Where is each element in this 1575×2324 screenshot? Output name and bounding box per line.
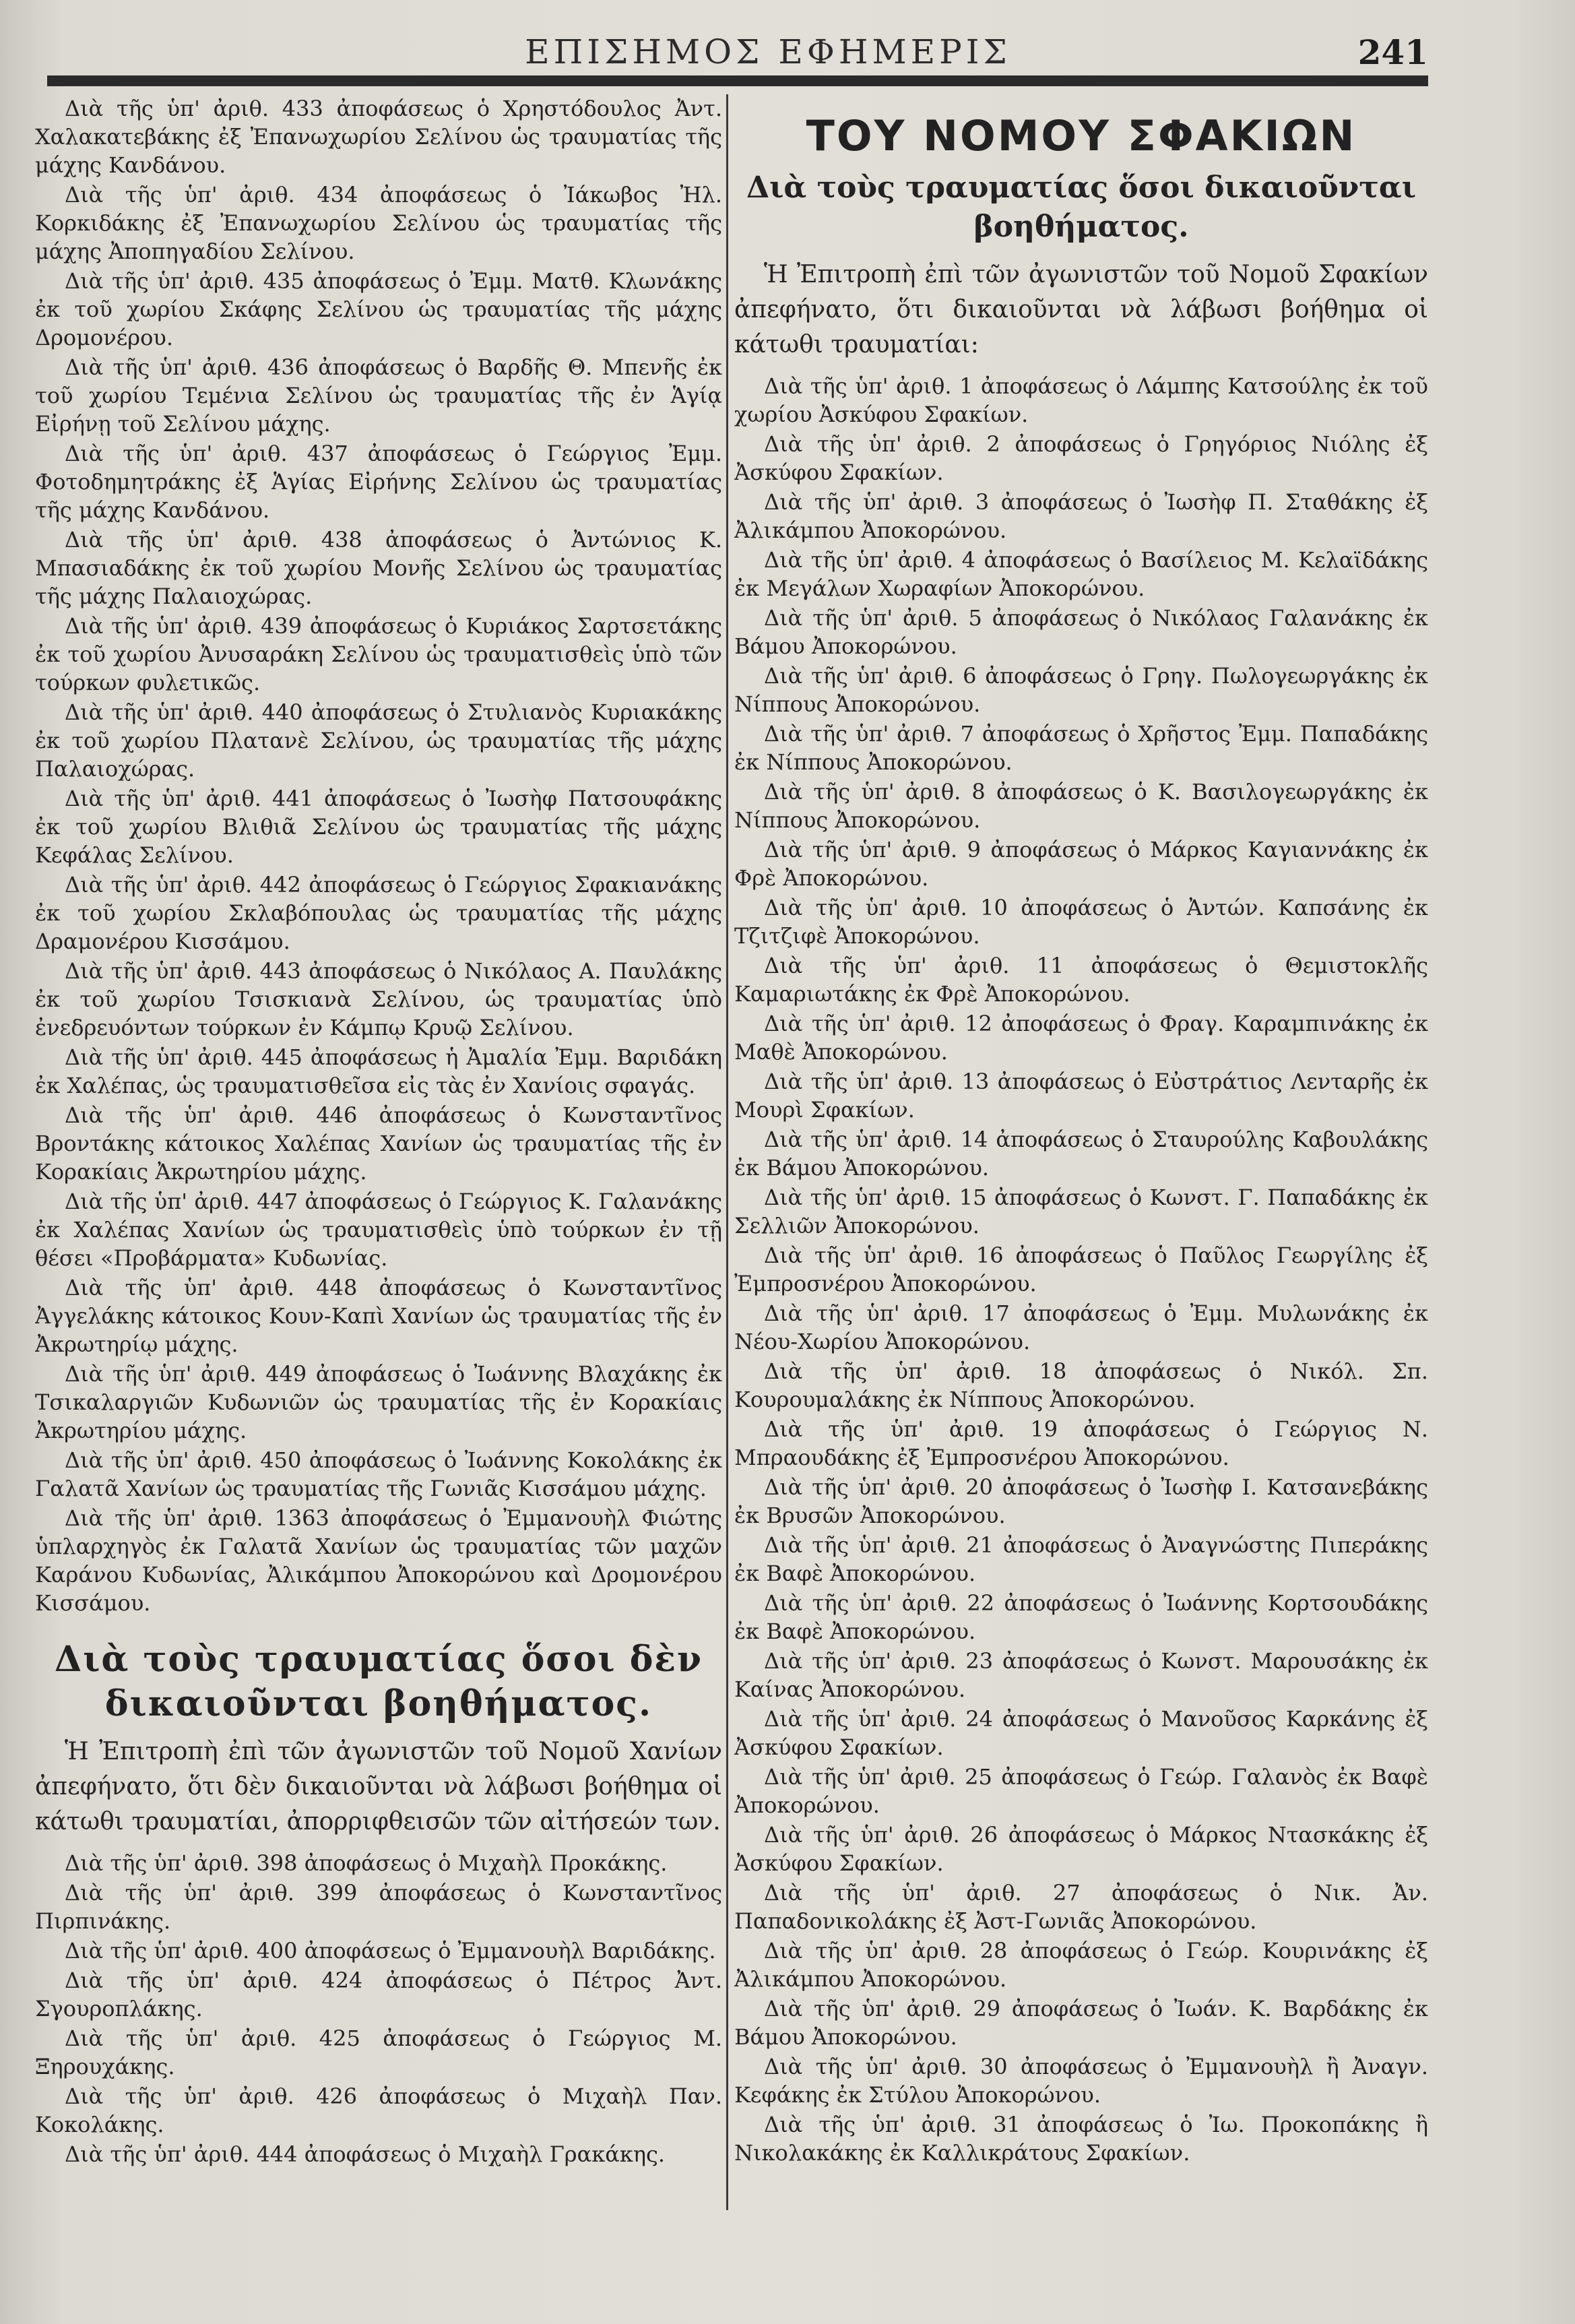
page-number: 241 [1357,32,1428,72]
decision-entry: Διὰ τῆς ὑπ' ἀριθ. 447 ἀποφάσεως ὁ Γεώργιος Κ. Γαλανάκης ἐκ Χαλέπας Χανίων ὡς τραυματισθεὶς ὑπὸ τούρκων ἐν τῇ θέσει «Προβάρματα» Κυδωνίας. [35,1189,722,1271]
decision-entry: Διὰ τῆς ὑπ' ἀριθ. 27 ἀποφάσεως ὁ Νικ. Ἀν. Παπαδονικολάκης ἐξ Ἀστ-Γωνιᾶς Ἀποκορώνου. [734,1880,1428,1934]
decision-entry: Διὰ τῆς ὑπ' ἀριθ. 9 ἀποφάσεως ὁ Μάρκος Καγιαννάκης ἐκ Φρὲ Ἀποκορώνου. [734,837,1428,891]
decision-entry: Διὰ τῆς ὑπ' ἀριθ. 4 ἀποφάσεως ὁ Βασίλειος Μ. Κελαϊδάκης ἐκ Μεγάλων Χωραφίων Ἀποκορώνου. [734,547,1428,601]
denied-decision-entry: Διὰ τῆς ὑπ' ἀριθ. 424 ἀποφάσεως ὁ Πέτρος Ἀντ. Σγουροπλάκης. [35,1968,722,2021]
decision-entry: Διὰ τῆς ὑπ' ἀριθ. 11 ἀποφάσεως ὁ Θεμιστοκλῆς Καμαριωτάκης ἐκ Φρὲ Ἀποκορώνου. [734,953,1428,1007]
granted-section-intro: Ἡ Ἐπιτροπὴ ἐπὶ τῶν ἀγωνιστῶν τοῦ Νομοῦ Σφακίων ἀπεφήνατο, ὅτι δικαιοῦνται νὰ λάβωσι βοήθημα οἱ κάτωθι τραυματίαι: [734,261,1428,358]
decision-entry: Διὰ τῆς ὑπ' ἀριθ. 21 ἀποφάσεως ὁ Ἀναγνώστης Πιπεράκης ἐκ Βαφὲ Ἀποκορώνου. [734,1532,1428,1586]
denied-decision-entry: Διὰ τῆς ὑπ' ἀριθ. 398 ἀποφάσεως ὁ Μιχαὴλ Προκάκης. [65,1850,668,1876]
decision-entry: Διὰ τῆς ὑπ' ἀριθ. 1363 ἀποφάσεως ὁ Ἐμμανουὴλ Φιώτης ὑπλαρχηγὸς ἐκ Γαλατᾶ Χανίων ὡς τραυματίας τῶν μαχῶν Καράνου Κυδωνίας, Ἀλικάμπου Ἀποκορώνου καὶ Δρομονέρου Κισσάμου. [35,1505,722,1616]
decision-entry: Διὰ τῆς ὑπ' ἀριθ. 25 ἀποφάσεως ὁ Γεώρ. Γαλανὸς ἐκ Βαφὲ Ἀποκορώνου. [734,1764,1428,1818]
denied-decision-entry: Διὰ τῆς ὑπ' ἀριθ. 444 ἀποφάσεως ὁ Μιχαὴλ Γρακάκης. [65,2141,666,2167]
decision-entry: Διὰ τῆς ὑπ' ἀριθ. 440 ἀποφάσεως ὁ Στυλιανὸς Κυριακάκης ἐκ τοῦ χωρίου Πλατανὲ Σελίνου, ὡς τραυματίας τῆς μάχης Παλαιοχώρας. [35,699,722,782]
decision-entry: Διὰ τῆς ὑπ' ἀριθ. 433 ἀποφάσεως ὁ Χρηστόδουλος Ἀντ. Χαλακατεβάκης ἐξ Ἐπανωχωρίου Σελίνου ὡς τραυματίας τῆς μάχης Κανδάνου. [35,96,722,178]
decision-entry: Διὰ τῆς ὑπ' ἀριθ. 30 ἀποφάσεως ὁ Ἐμμανουὴλ ἢ Ἀναγν. Κεφάκης ἐκ Στύλου Ἀποκορώνου. [734,2054,1428,2108]
column-divider [726,94,728,2210]
left-column [35,94,722,2251]
decision-entry: Διὰ τῆς ὑπ' ἀριθ. 8 ἀποφάσεως ὁ Κ. Βασιλογεωργάκης ἐκ Νίππους Ἀποκορώνου. [734,779,1428,833]
header-rule [47,75,1428,86]
decision-entry: Διὰ τῆς ὑπ' ἀριθ. 441 ἀποφάσεως ὁ Ἰωσὴφ Πατσουφάκης ἐκ τοῦ χωρίου Βλιθιᾶ Σελίνου ὡς τραυματίας τῆς μάχης Κεφάλας Σελίνου. [35,786,722,868]
decision-entry: Διὰ τῆς ὑπ' ἀριθ. 29 ἀποφάσεως ὁ Ἰωάν. Κ. Βαρδάκης ἐκ Βάμου Ἀποκορώνου. [734,1996,1428,2050]
granted-section-title: Διὰ τοὺς τραυματίας ὅσοι δικαιοῦνται βοηθήματος. [746,170,1417,244]
denied-entries-list [35,1849,722,2168]
decision-entry: Διὰ τῆς ὑπ' ἀριθ. 20 ἀποφάσεως ὁ Ἰωσὴφ Ι. Κατσανεβάκης ἐκ Βρυσῶν Ἀποκορώνου. [734,1474,1428,1528]
decision-entry: Διὰ τῆς ὑπ' ἀριθ. 13 ἀποφάσεως ὁ Εὐστράτιος Λενταρῆς ἐκ Μουρὶ Σφακίων. [734,1069,1428,1123]
decision-entry: Διὰ τῆς ὑπ' ἀριθ. 15 ἀποφάσεως ὁ Κωνστ. Γ. Παπαδάκης ἐκ Σελλιῶν Ἀποκορώνου. [734,1185,1428,1238]
left-entries-list [35,94,722,1617]
decision-entry: Διὰ τῆς ὑπ' ἀριθ. 10 ἀποφάσεως ὁ Ἀντών. Καπσάνης ἐκ Τζιτζιφὲ Ἀποκορώνου. [734,895,1428,949]
decision-entry: Διὰ τῆς ὑπ' ἀριθ. 31 ἀποφάσεως ὁ Ἰω. Προκοπάκης ἢ Νικολακάκης ἐκ Καλλικράτους Σφακίων. [734,2112,1428,2166]
decision-entry: Διὰ τῆς ὑπ' ἀριθ. 446 ἀποφάσεως ὁ Κωνσταντῖνος Βροντάκης κάτοικος Χαλέπας Χανίων ὡς τραυματίας τῆς ἐν Κορακίαις Ἀκρωτηρίου μάχης. [35,1102,722,1185]
decision-entry: Διὰ τῆς ὑπ' ἀριθ. 434 ἀποφάσεως ὁ Ἰάκωβος Ἠλ. Κορκιδάκης ἐξ Ἐπανωχωρίου Σελίνου ὡς τραυματίας τῆς μάχης Ἀποπηγαδίου Σελίνου. [35,182,722,264]
denied-section-title: Διὰ τοὺς τραυματίας ὅσοι δὲν δικαιοῦνται βοηθήματος. [54,1639,703,1724]
decision-entry: Διὰ τῆς ὑπ' ἀριθ. 24 ἀποφάσεως ὁ Μανοῦσος Καρκάνης ἐξ Ἀσκύφου Σφακίων. [734,1706,1428,1760]
decision-entry: Διὰ τῆς ὑπ' ἀριθ. 6 ἀποφάσεως ὁ Γρηγ. Πωλογεωργάκης ἐκ Νίππους Ἀποκορώνου. [734,663,1428,717]
decision-entry: Διὰ τῆς ὑπ' ἀριθ. 436 ἀποφάσεως ὁ Βαρδῆς Θ. Μπενῆς ἐκ τοῦ χωρίου Τεμένια Σελίνου ὡς τραυματίας τῆς ἐν Ἁγίᾳ Εἰρήνῃ τοῦ Σελίνου μάχης. [35,354,722,437]
decision-entry: Διὰ τῆς ὑπ' ἀριθ. 26 ἀποφάσεως ὁ Μάρκος Ντασκάκης ἐξ Ἀσκύφου Σφακίων. [734,1822,1428,1876]
decision-entry: Διὰ τῆς ὑπ' ἀριθ. 14 ἀποφάσεως ὁ Σταυρούλης Καβουλάκης ἐκ Βάμου Ἀποκορώνου. [734,1127,1428,1181]
decision-entry: Διὰ τῆς ὑπ' ἀριθ. 28 ἀποφάσεως ὁ Γεώρ. Κουρινάκης ἐξ Ἀλικάμπου Ἀποκορώνου. [734,1938,1428,1992]
decision-entry: Διὰ τῆς ὑπ' ἀριθ. 445 ἀποφάσεως ἡ Ἀμαλία Ἐμμ. Βαριδάκη ἐκ Χαλέπας, ὡς τραυματισθεῖσα εἰς τὰς ἐν Χανίοις σφαγάς. [35,1044,722,1098]
denied-decision-entry: Διὰ τῆς ὑπ' ἀριθ. 425 ἀποφάσεως ὁ Γεώργιος Μ. Ξηρουχάκης. [35,2025,722,2079]
decision-entry: Διὰ τῆς ὑπ' ἀριθ. 449 ἀποφάσεως ὁ Ἰωάννης Βλαχάκης ἐκ Τσικαλαργιῶν Κυδωνιῶν ὡς τραυματίας τῆς ἐν Κορακίαις Ἀκρωτηρίου μάχης. [35,1361,722,1443]
decision-entry: Διὰ τῆς ὑπ' ἀριθ. 435 ἀποφάσεως ὁ Ἐμμ. Ματθ. Κλωνάκης ἐκ τοῦ χωρίου Σκάφης Σελίνου ὡς τραυματίας τῆς μάχης Δρομονέρου. [35,268,722,350]
decision-entry: Διὰ τῆς ὑπ' ἀριθ. 23 ἀποφάσεως ὁ Κωνστ. Μαρουσάκης ἐκ Καίνας Ἀποκορώνου. [734,1648,1428,1702]
decision-entry: Διὰ τῆς ὑπ' ἀριθ. 2 ἀποφάσεως ὁ Γρηγόριος Νιόλης ἐξ Ἀσκύφου Σφακίων. [734,431,1428,485]
denied-decision-entry: Διὰ τῆς ὑπ' ἀριθ. 399 ἀποφάσεως ὁ Κωνσταντῖνος Πιρπινάκης. [35,1880,722,1934]
decision-entry: Διὰ τῆς ὑπ' ἀριθ. 19 ἀποφάσεως ὁ Γεώργιος Ν. Μπραουδάκης ἐξ Ἐμπροσνέρου Ἀποκορώνου. [734,1416,1428,1470]
decision-entry: Διὰ τῆς ὑπ' ἀριθ. 12 ἀποφάσεως ὁ Φραγ. Καραμπινάκης ἐκ Μαθὲ Ἀποκορώνου. [734,1011,1428,1065]
decision-entry: Διὰ τῆς ὑπ' ἀριθ. 448 ἀποφάσεως ὁ Κωνσταντῖνος Ἀγγελάκης κάτοικος Κουν-Καπὶ Χανίων ὡς τραυματίας τῆς ἐν Ἀκρωτηρίῳ μάχης. [35,1275,722,1357]
decision-entry: Διὰ τῆς ὑπ' ἀριθ. 17 ἀποφάσεως ὁ Ἐμμ. Μυλωνάκης ἐκ Νέου-Χωρίου Ἀποκορώνου. [734,1300,1428,1354]
decision-entry: Διὰ τῆς ὑπ' ἀριθ. 5 ἀποφάσεως ὁ Νικόλαος Γαλανάκης ἐκ Βάμου Ἀποκορώνου. [734,605,1428,659]
decision-entry: Διὰ τῆς ὑπ' ἀριθ. 3 ἀποφάσεως ὁ Ἰωσὴφ Π. Σταθάκης ἐξ Ἀλικάμπου Ἀποκορώνου. [734,489,1428,543]
right-column [734,94,1428,2251]
decision-entry: Διὰ τῆς ὑπ' ἀριθ. 450 ἀποφάσεως ὁ Ἰωάννης Κοκολάκης ἐκ Γαλατᾶ Χανίων ὡς τραυματίας τῆς Γωνιᾶς Κισσάμου μάχης. [35,1447,722,1501]
nomos-title: ΤΟΥ ΝΟΜΟΥ ΣΦΑΚΙΩΝ [806,111,1357,160]
denied-decision-entry: Διὰ τῆς ὑπ' ἀριθ. 400 ἀποφάσεως ὁ Ἐμμανουὴλ Βαριδάκης. [65,1938,716,1964]
decision-entry: Διὰ τῆς ὑπ' ἀριθ. 7 ἀποφάσεως ὁ Χρῆστος Ἐμμ. Παπαδάκης ἐκ Νίππους Ἀποκορώνου. [734,721,1428,775]
decision-entry: Διὰ τῆς ὑπ' ἀριθ. 1 ἀποφάσεως ὁ Λάμπης Κατσούλης ἐκ τοῦ χωρίου Ἀσκύφου Σφακίων. [734,373,1428,427]
decision-entry: Διὰ τῆς ὑπ' ἀριθ. 18 ἀποφάσεως ὁ Νικόλ. Σπ. Κουρουμαλάκης ἐκ Νίππους Ἀποκορώνου. [734,1358,1428,1412]
decision-entry: Διὰ τῆς ὑπ' ἀριθ. 16 ἀποφάσεως ὁ Παῦλος Γεωργίλης ἐξ Ἐμπροσνέρου Ἀποκορώνου. [734,1243,1428,1296]
decision-entry: Διὰ τῆς ὑπ' ἀριθ. 442 ἀποφάσεως ὁ Γεώργιος Σφακιανάκης ἐκ τοῦ χωρίου Σκλαβόπουλας ὡς τραυματίας τῆς μάχης Δραμονέρου Κισσάμου. [35,872,722,954]
decision-entry: Διὰ τῆς ὑπ' ἀριθ. 22 ἀποφάσεως ὁ Ἰωάννης Κορτσουδάκης ἐκ Βαφὲ Ἀποκορώνου. [734,1590,1428,1644]
decision-entry: Διὰ τῆς ὑπ' ἀριθ. 443 ἀποφάσεως ὁ Νικόλαος Α. Παυλάκης ἐκ τοῦ χωρίου Τσισκιανὰ Σελίνου, ὡς τραυματίας ὑπὸ ἐνεδρευόντων τούρκων ἐν Κάμπῳ Κρυῷ Σελίνου. [35,958,722,1040]
page-header [40,27,1428,74]
newspaper-title: ΕΠΙΣΗΜΟΣ ΕΦΗΜΕΡΙΣ [525,32,1011,71]
denied-section-intro: Ἡ Ἐπιτροπὴ ἐπὶ τῶν ἀγωνιστῶν τοῦ Νομοῦ Χανίων ἀπεφήνατο, ὅτι δὲν δικαιοῦνται νὰ λάβωσι βοήθημα οἱ κάτωθι τραυματίαι, ἀπορριφθεισῶν τῶν αἰτήσεών των. [35,1738,722,1835]
decision-entry: Διὰ τῆς ὑπ' ἀριθ. 439 ἀποφάσεως ὁ Κυριάκος Σαρτσετάκης ἐκ τοῦ χωρίου Ἀνυσαράκη Σελίνου ὡς τραυματισθεὶς ὑπὸ τῶν τούρκων φυλετικῶς. [35,613,722,695]
decision-entry: Διὰ τῆς ὑπ' ἀριθ. 437 ἀποφάσεως ὁ Γεώργιος Ἐμμ. Φοτοδημητράκης ἐξ Ἁγίας Εἰρήνης Σελίνου ὡς τραυματίας τῆς μάχης Κανδάνου. [35,441,722,523]
denied-decision-entry: Διὰ τῆς ὑπ' ἀριθ. 426 ἀποφάσεως ὁ Μιχαὴλ Παν. Κοκολάκης. [35,2083,722,2137]
decision-entry: Διὰ τῆς ὑπ' ἀριθ. 438 ἀποφάσεως ὁ Ἀντώνιος Κ. Μπασιαδάκης ἐκ τοῦ χωρίου Μονῆς Σελίνου ὡς τραυματίας τῆς μάχης Παλαιοχώρας. [35,527,722,609]
granted-entries-list [734,372,1428,2167]
